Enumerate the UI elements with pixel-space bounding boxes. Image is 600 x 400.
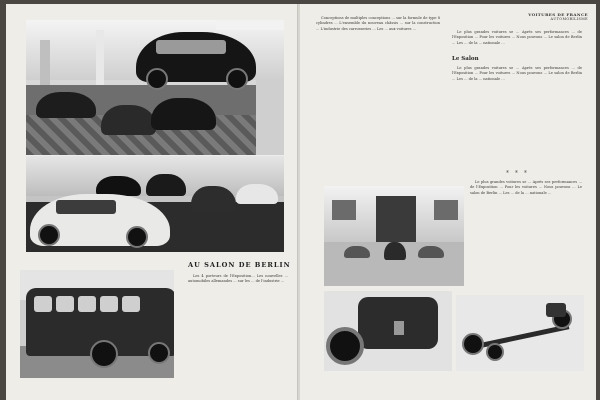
showroom-photo-middle <box>26 156 284 252</box>
masthead-line-2: AUTOMOBILISME <box>550 17 588 21</box>
chassis-photo <box>456 295 584 371</box>
column-right-paragraph-3: Le plus grandes voitures se ... Après ses performances ... de l'Exposition ... Pour les voitures ... Nous pouvons ... Le salon de Berlin ... Les ... de la ... nationale ... <box>470 180 582 195</box>
article-headline: AU SALON DE BERLIN <box>188 261 291 269</box>
right-page-column-right-top <box>452 30 582 46</box>
column-right-paragraph-2: Le plus grandes voitures se ... Après ses performances ... de l'Exposition ... Pour les voitures ... Nous pouvons ... Le salon de Berlin ... Les ... de la ... nationale ... <box>452 66 582 81</box>
separator-dots: * * * <box>506 170 529 177</box>
right-page-column-right-lower <box>470 180 582 266</box>
column-right-paragraph: Le plus grandes voitures se ... Après ses performances ... de l'Exposition ... Pour les voitures ... Nous pouvons ... Le salon de Berlin ... Les ... de la ... nationale ... <box>452 30 582 45</box>
right-page-column-left <box>316 16 440 186</box>
left-page <box>6 4 298 400</box>
showroom-photo-top <box>26 20 284 155</box>
right-page <box>300 4 596 400</box>
left-page-caption-text <box>188 274 288 386</box>
masthead-line-1: VOITURES DE FRANCE <box>528 12 588 17</box>
chassis-engine-photo <box>324 291 452 371</box>
right-page-column-right <box>452 66 582 172</box>
section-heading: Le Salon <box>452 56 479 62</box>
column-left-paragraph: Conceptions de multiples conceptions ... sur la formule de type 8 cylindres ... L'ensemble du nouveau châssis ... sur la construction ... L'industrie des carrosseries ... Les ... aux voitures ... <box>316 16 440 31</box>
caption-paragraph: Les 4 porteurs de l'Exposition... Les nouvelles ... automobiles allemandes ... sur les ... de l'industrie ... <box>188 274 288 284</box>
bus-photo <box>20 270 174 378</box>
page-masthead <box>518 12 588 21</box>
exhibition-hall-photo <box>324 186 464 286</box>
